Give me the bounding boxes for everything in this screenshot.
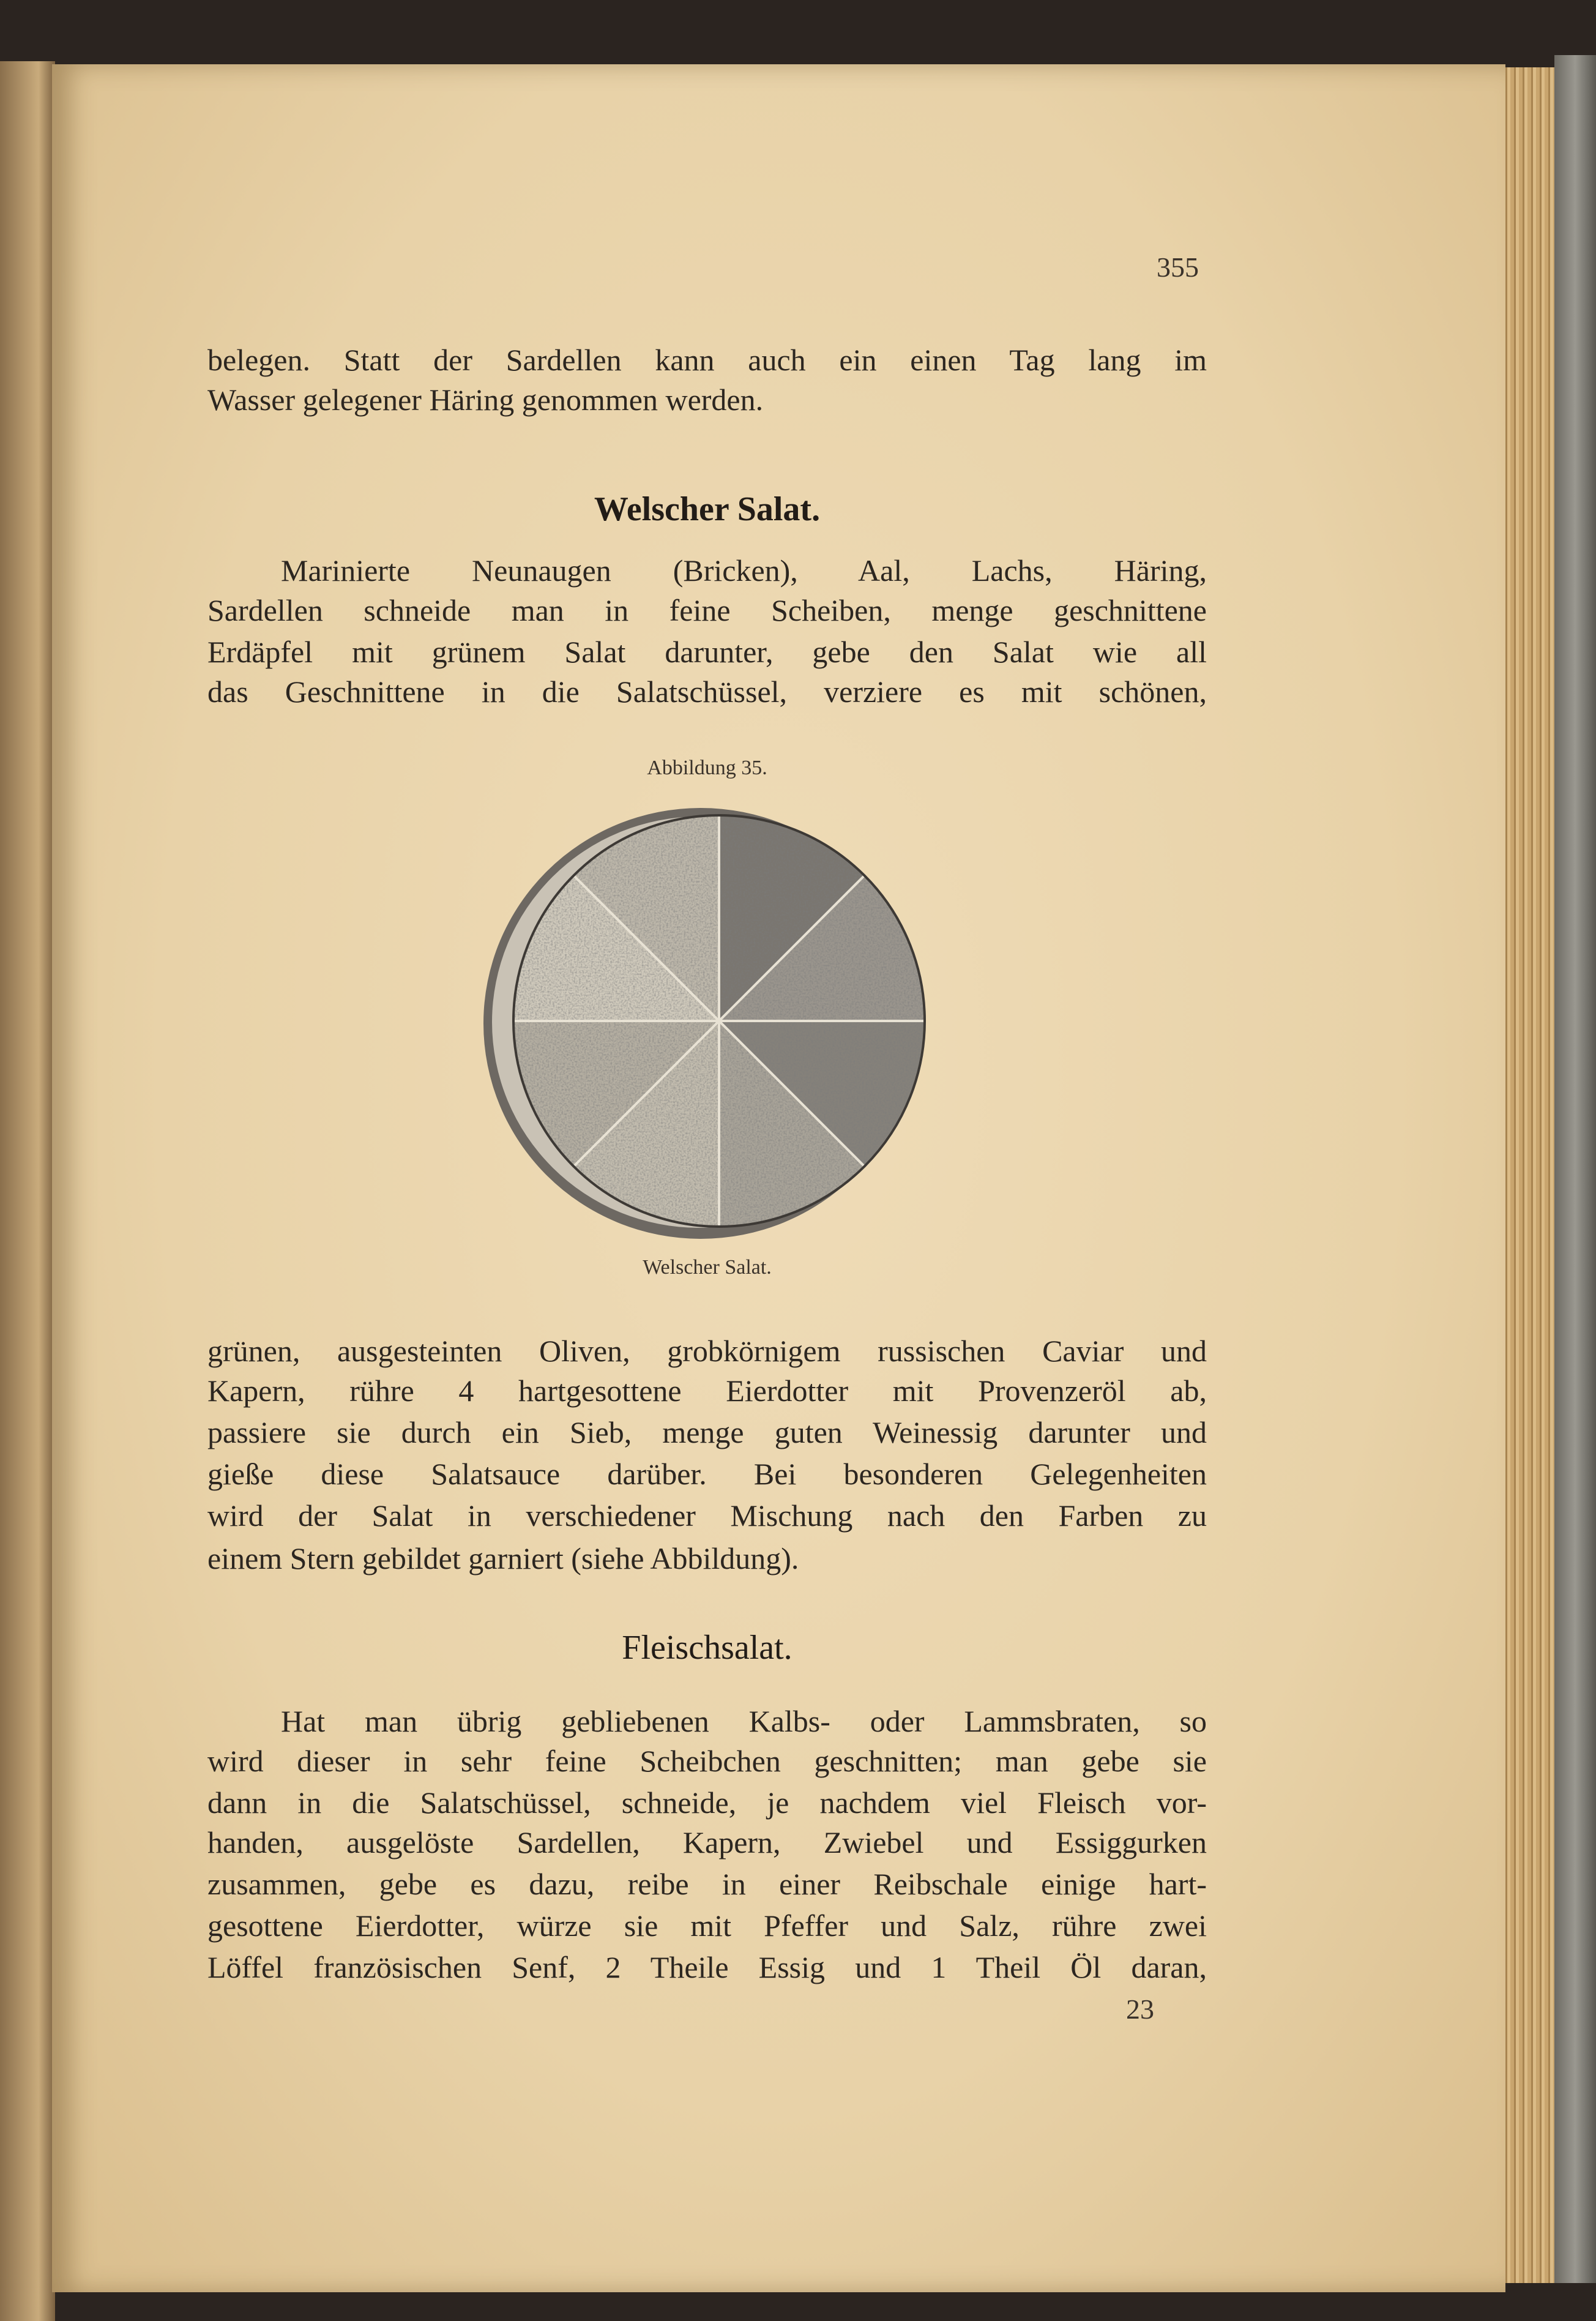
figure-label: Abbildung 35. (647, 757, 767, 779)
left-page-edge (0, 61, 55, 2321)
text-line: gesottene Eierdotter, würze sie mit Pfeffer und Salz, rühre zwei (207, 1908, 1207, 1943)
page-number: 355 (1157, 252, 1199, 283)
text-line: dann in die Salatschüssel, schneide, je nachdem viel Fleisch vor- (207, 1785, 1207, 1820)
text-line: einem Stern gebildet garniert (siehe Abbildung). (207, 1541, 799, 1575)
text-line: gieße diese Salatsauce darüber. Bei besonderen Gelegenheiten (207, 1457, 1207, 1491)
book-cover (1554, 55, 1596, 2283)
salad-plate-illustration (477, 796, 942, 1249)
text-line: das Geschnittene in die Salatschüssel, verziere es mit schönen, (207, 675, 1207, 709)
text-line: Hat man übrig gebliebenen Kalbs- oder Lammsbraten, so (281, 1704, 1207, 1738)
text-line: Erdäpfel mit grünem Salat darunter, gebe den Salat wie all (207, 635, 1207, 669)
figure-caption: Welscher Salat. (643, 1256, 772, 1279)
text-line: Löffel französischen Senf, 2 Theile Essig und 1 Theil Öl daran, (207, 1950, 1207, 1984)
text-line: handen, ausgelöste Sardellen, Kapern, Zwiebel und Essiggurken (207, 1825, 1207, 1859)
text-line: Sardellen schneide man in feine Scheiben, menge geschnittene (207, 593, 1207, 627)
section-title-welscher-salat: Welscher Salat. (594, 490, 821, 528)
text-line: belegen. Statt der Sardellen kann auch ein einen Tag lang im (207, 343, 1207, 377)
text-line: passiere sie durch ein Sieb, menge guten Weinessig darunter und (207, 1415, 1207, 1449)
text-line: Wasser gelegener Häring genommen werden. (207, 383, 764, 417)
signature-mark: 23 (1126, 1994, 1154, 2025)
text-line: wird dieser in sehr feine Scheibchen geschnitten; man gebe sie (207, 1744, 1207, 1778)
text-line: Kapern, rühre 4 hartgesottene Eierdotter mit Provenzeröl ab, (207, 1374, 1207, 1408)
text-line: Marinierte Neunaugen (Bricken), Aal, Lachs, Häring, (281, 553, 1207, 588)
section-title-fleischsalat: Fleischsalat. (622, 1629, 792, 1667)
text-line: wird der Salat in verschiedener Mischung nach den Farben zu (207, 1498, 1207, 1533)
text-line: zusammen, gebe es dazu, reibe in einer Reibschale einige hart- (207, 1867, 1207, 1901)
text-line: grünen, ausgesteinten Oliven, grobkörnigem russischen Caviar und (207, 1334, 1207, 1368)
